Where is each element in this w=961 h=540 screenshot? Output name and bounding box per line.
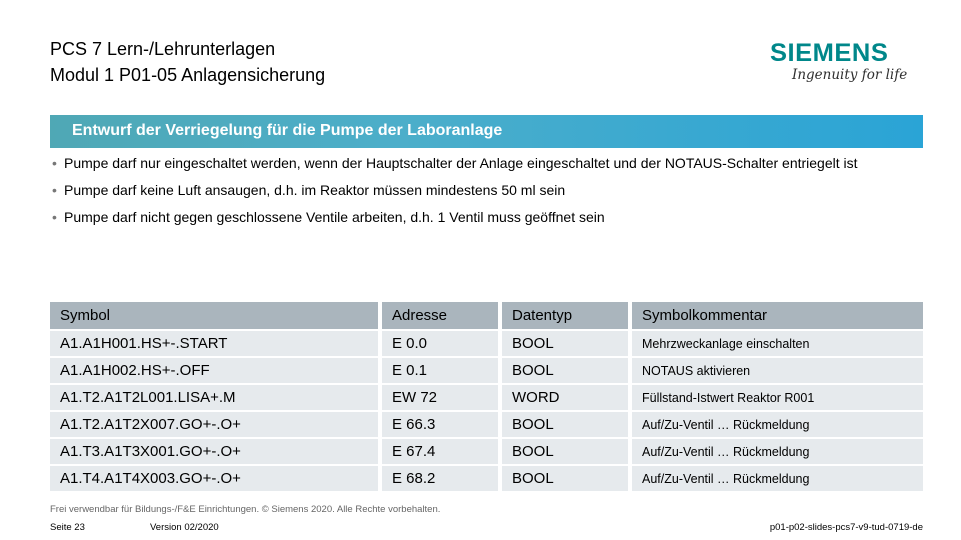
cell-address: E 67.4 <box>382 439 502 466</box>
column-header-address: Adresse <box>382 302 502 331</box>
cell-symbol: A1.T2.A1T2L001.LISA+.M <box>50 385 382 412</box>
table-row <box>50 412 923 439</box>
cell-symbol: A1.T2.A1T2X007.GO+-.O+ <box>50 412 382 439</box>
cell-symbol: A1.A1H002.HS+-.OFF <box>50 358 382 385</box>
bullet-text: Pumpe darf nur eingeschaltet werden, wenn der Hauptschalter der Anlage eingeschaltet und der NOTAUS-Schalter entriegelt ist <box>64 155 858 171</box>
cell-comment: Mehrzweckanlage einschalten <box>632 331 923 358</box>
bullet-dot-icon: • <box>52 182 57 198</box>
page-number: Seite 23 <box>50 522 85 533</box>
table-row <box>50 385 923 412</box>
section-heading: Entwurf der Verriegelung für die Pumpe der Laboranlage <box>72 122 503 139</box>
cell-datatype: BOOL <box>502 439 632 466</box>
cell-datatype: BOOL <box>502 358 632 385</box>
cell-datatype: BOOL <box>502 331 632 358</box>
cell-comment: Auf/Zu-Ventil … Rückmeldung <box>632 439 923 466</box>
bullet-item <box>52 208 912 226</box>
cell-address: E 68.2 <box>382 466 502 493</box>
table-row <box>50 466 923 493</box>
table-row <box>50 439 923 466</box>
bullet-item <box>52 154 912 172</box>
cell-address: E 0.0 <box>382 331 502 358</box>
table-header-row <box>50 302 923 331</box>
bullet-text: Pumpe darf nicht gegen geschlossene Ventile arbeiten, d.h. 1 Ventil muss geöffnet sein <box>64 209 605 225</box>
copyright-notice: Frei verwendbar für Bildungs-/F&E Einrichtungen. © Siemens 2020. Alle Rechte vorbehalten. <box>50 504 441 515</box>
bullet-dot-icon: • <box>52 155 57 171</box>
column-header-symbol: Symbol <box>50 302 382 331</box>
bullet-dot-icon: • <box>52 209 57 225</box>
title-line-2: Modul 1 P01-05 Anlagensicherung <box>50 65 326 85</box>
logo-tagline: Ingenuity for life <box>792 67 908 83</box>
column-header-comment: Symbolkommentar <box>632 302 923 331</box>
cell-comment: Füllstand-Istwert Reaktor R001 <box>632 385 923 412</box>
cell-symbol: A1.A1H001.HS+-.START <box>50 331 382 358</box>
table-row <box>50 358 923 385</box>
cell-datatype: WORD <box>502 385 632 412</box>
cell-symbol: A1.T3.A1T3X001.GO+-.O+ <box>50 439 382 466</box>
version-label: Version 02/2020 <box>150 522 219 533</box>
cell-address: E 0.1 <box>382 358 502 385</box>
section-banner <box>50 115 923 148</box>
document-id: p01-p02-slides-pcs7-v9-tud-0719-de <box>769 522 923 533</box>
cell-comment: NOTAUS aktivieren <box>632 358 923 385</box>
cell-symbol: A1.T4.A1T4X003.GO+-.O+ <box>50 466 382 493</box>
cell-comment: Auf/Zu-Ventil … Rückmeldung <box>632 466 923 493</box>
bullet-item <box>52 181 912 199</box>
bullet-text: Pumpe darf keine Luft ansaugen, d.h. im Reaktor müssen mindestens 50 ml sein <box>64 182 566 198</box>
cell-comment: Auf/Zu-Ventil … Rückmeldung <box>632 412 923 439</box>
page-title <box>50 36 325 88</box>
logo-wordmark: SIEMENS <box>770 39 889 67</box>
cell-datatype: BOOL <box>502 412 632 439</box>
cell-address: E 66.3 <box>382 412 502 439</box>
bullet-list <box>52 154 912 235</box>
column-header-datatype: Datentyp <box>502 302 632 331</box>
symbol-table <box>50 302 923 493</box>
siemens-logo <box>770 40 920 84</box>
cell-datatype: BOOL <box>502 466 632 493</box>
title-line-1: PCS 7 Lern-/Lehrunterlagen <box>50 39 276 59</box>
cell-address: EW 72 <box>382 385 502 412</box>
table-row <box>50 331 923 358</box>
